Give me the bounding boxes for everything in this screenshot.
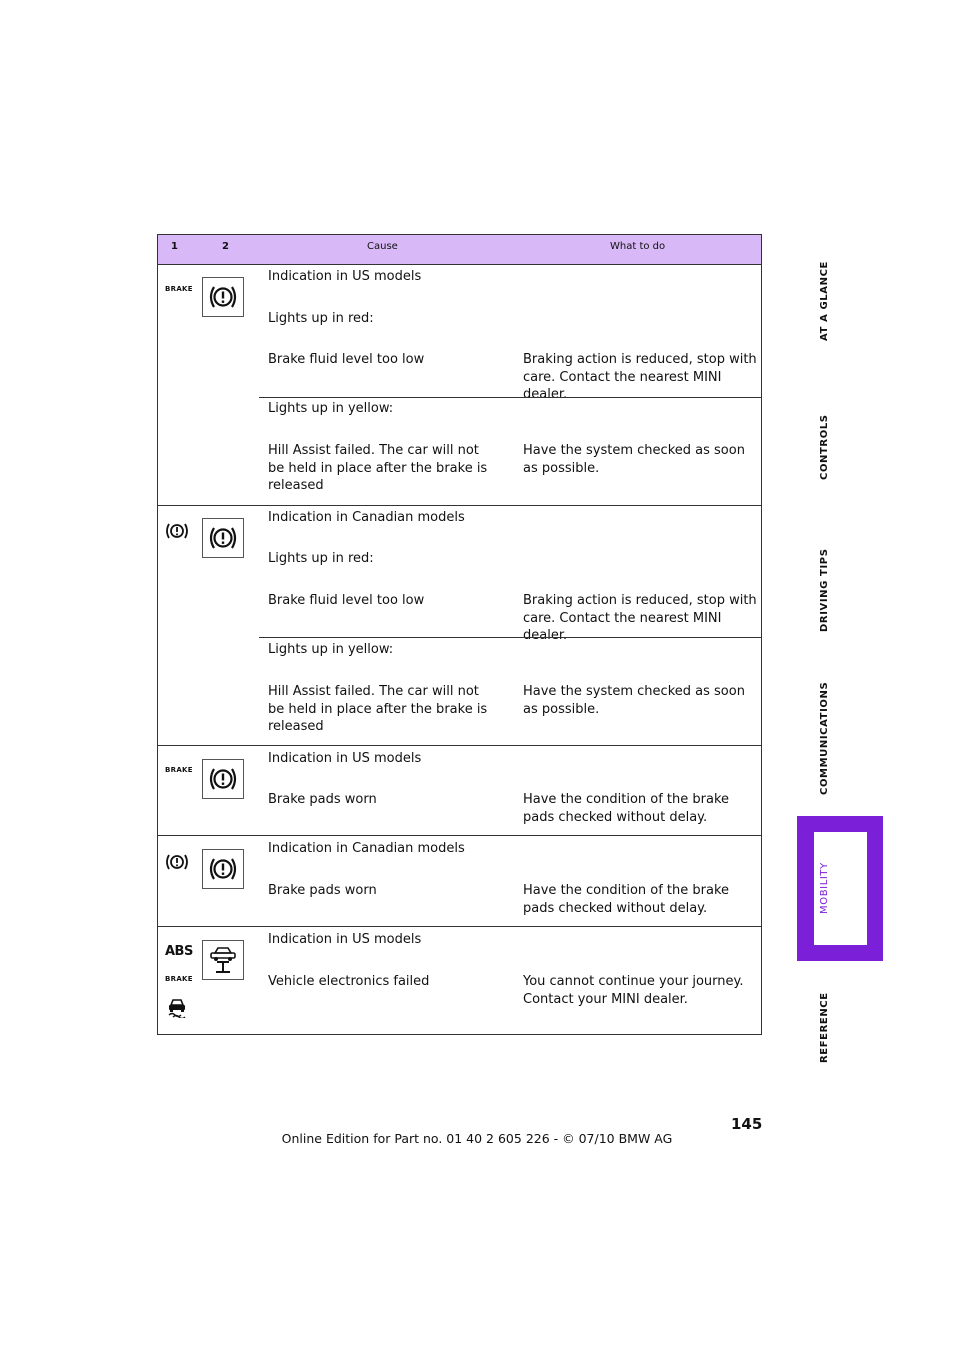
header-cause: Cause	[367, 241, 398, 252]
row-divider	[158, 926, 761, 927]
yellow-label: Lights up in yellow:	[268, 401, 394, 416]
action-text: Braking action is reduced, stop with care. Contact the nearest MINI dealer.	[523, 593, 757, 643]
action-text: Have the condition of the brake pads checked without delay.	[523, 883, 730, 916]
divider	[259, 637, 761, 638]
divider	[259, 397, 761, 398]
cause-text: Hill Assist failed. The car will not be held in place after the brake is released	[268, 684, 488, 734]
cause-text: Brake fluid level too low	[268, 352, 425, 367]
brake-text-icon: BRAKE	[165, 975, 193, 983]
indicator-table	[157, 234, 762, 1035]
action-text: You cannot continue your journey. Contact your MINI dealer.	[523, 974, 744, 1007]
brake-text-icon: BRAKE	[165, 766, 193, 774]
yellow-label: Lights up in yellow:	[268, 642, 394, 657]
header-col2: 2	[222, 241, 229, 252]
action-text: Braking action is reduced, stop with care. Contact the nearest MINI dealer.	[523, 352, 757, 402]
indication-label: Indication in US models	[268, 932, 422, 947]
brake-warning-small-icon	[164, 521, 190, 545]
brake-warning-icon	[202, 849, 244, 889]
indication-label: Indication in US models	[268, 269, 422, 284]
tab-driving-tips[interactable]: DRIVING TIPS	[819, 548, 830, 632]
red-label: Lights up in red:	[268, 551, 374, 566]
brake-warning-small-icon	[164, 852, 190, 876]
indication-label: Indication in US models	[268, 751, 422, 766]
action-text: Have the system checked as soon as possible.	[523, 443, 745, 476]
brake-warning-icon	[202, 518, 244, 558]
tab-controls[interactable]: CONTROLS	[819, 414, 830, 480]
tab-reference[interactable]: REFERENCE	[819, 992, 830, 1063]
action-text: Have the system checked as soon as possible.	[523, 684, 745, 717]
indication-label: Indication in Canadian models	[268, 841, 465, 856]
cause-text: Vehicle electronics failed	[268, 974, 430, 989]
brake-warning-icon	[202, 759, 244, 799]
abs-text-icon: ABS	[165, 944, 193, 959]
row-divider	[158, 835, 761, 836]
tab-mobility[interactable]: MOBILITY	[819, 862, 830, 914]
indication-label: Indication in Canadian models	[268, 510, 465, 525]
table-header	[158, 235, 761, 265]
cause-text: Brake fluid level too low	[268, 593, 425, 608]
row-divider	[158, 745, 761, 746]
page-number: 145	[731, 1115, 763, 1133]
footer-text: Online Edition for Part no. 01 40 2 605 226 - © 07/10 BMW AG	[281, 1131, 673, 1146]
red-label: Lights up in red:	[268, 311, 374, 326]
header-col1: 1	[171, 241, 178, 252]
brake-text-icon: BRAKE	[165, 285, 193, 293]
cause-text: Brake pads worn	[268, 883, 377, 898]
brake-warning-icon	[202, 277, 244, 317]
cause-text: Brake pads worn	[268, 792, 377, 807]
cause-text: Hill Assist failed. The car will not be held in place after the brake is released	[268, 443, 488, 493]
row-divider	[158, 505, 761, 506]
tab-at-a-glance[interactable]: AT A GLANCE	[819, 261, 830, 341]
skid-control-icon	[166, 996, 188, 1022]
vehicle-lift-icon	[202, 940, 244, 980]
tab-communications[interactable]: COMMUNICATIONS	[819, 681, 830, 795]
action-text: Have the condition of the brake pads checked without delay.	[523, 792, 730, 825]
header-what-to-do: What to do	[610, 241, 666, 252]
